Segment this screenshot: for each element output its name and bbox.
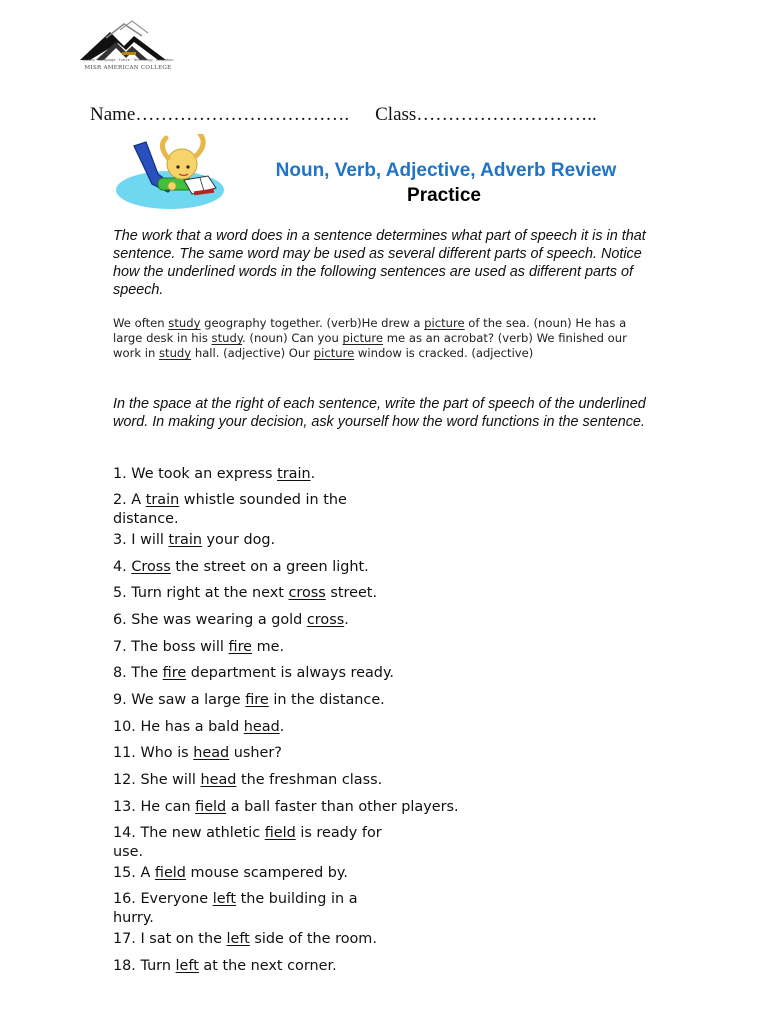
underlined-word: train — [168, 532, 202, 548]
example-sentence: We often study geography together. (verb) — [113, 316, 362, 330]
example-sentences — [113, 316, 643, 361]
reading-child-icon — [112, 134, 232, 214]
question-item: 16. Everyone left the building in a hurry. — [113, 891, 358, 926]
question-item: 17. I sat on the left side of the room. — [113, 931, 377, 947]
underlined-word: left — [175, 958, 199, 974]
name-class-line — [90, 104, 597, 126]
question-item: 8. The fire department is always ready. — [113, 665, 394, 681]
example-sentence: We finished our work in study hall. (adjective) — [113, 331, 627, 360]
underlined-word: Cross — [131, 559, 171, 575]
underlined-word: cross — [288, 585, 326, 601]
question-item: 15. A field mouse scampered by. — [113, 865, 348, 881]
question-item: 10. He has a bald head. — [113, 719, 285, 735]
underlined-word: train — [145, 492, 180, 508]
college-logo — [66, 18, 190, 74]
underlined-word: fire — [228, 639, 253, 655]
underlined-word: field — [154, 865, 186, 881]
example-sentence: Can you picture me as an acrobat? (verb) — [291, 331, 537, 345]
underlined-word: picture — [424, 316, 465, 330]
underlined-word: head — [193, 745, 230, 761]
question-item: 3. I will train your dog. — [113, 532, 276, 548]
question-item: 6. She was wearing a gold cross. — [113, 612, 349, 628]
example-sentence: He has a large desk in his study. (noun) — [113, 316, 627, 345]
underlined-word: picture — [342, 331, 384, 345]
underlined-word: train — [277, 466, 311, 482]
class-field-label: Class……………………….. — [375, 104, 597, 125]
underlined-word: study — [159, 346, 192, 360]
underlined-word: fire — [245, 692, 269, 708]
underlined-word: head — [243, 719, 280, 735]
question-item: 5. Turn right at the next cross street. — [113, 585, 378, 601]
underlined-word: picture — [313, 346, 355, 360]
underlined-word: study — [168, 316, 201, 330]
logo-college-name: MISR AMERICAN COLLEGE — [84, 65, 172, 71]
logo-tagline: Quality · Language · Future · Technology · Education — [82, 58, 174, 62]
underlined-word: left — [212, 891, 237, 907]
example-sentence: He drew a picture of the sea. (noun) — [361, 316, 572, 330]
question-item: 11. Who is head usher? — [113, 745, 282, 761]
underlined-word: left — [226, 931, 250, 947]
instructions-paragraph: In the space at the right of each sentence, write the part of speech of the underlined word. In making your decision, ask yourself how the word functions in the sentence. — [113, 396, 646, 430]
worksheet-subtitle: Practice — [407, 185, 481, 206]
underlined-word: field — [195, 799, 227, 815]
underlined-word: head — [200, 772, 237, 788]
reading-child-illustration — [112, 134, 232, 214]
question-item: 14. The new athletic field is ready for use. — [113, 825, 382, 860]
name-field-label: Name……………………………. — [90, 104, 350, 125]
question-item: 1. We took an express train. — [113, 466, 316, 482]
example-sentence: Our picture window is cracked. (adjective) — [288, 346, 534, 360]
question-item: 4. Cross the street on a green light. — [113, 559, 369, 575]
underlined-word: study — [211, 331, 243, 345]
intro-paragraph: The work that a word does in a sentence determines what part of speech it is in that sentence. The same word may be used as several different parts of speech. Notice how the underlined words in the following sentences are used as different parts of speech. — [113, 228, 646, 298]
underlined-word: field — [264, 825, 296, 841]
worksheet-title: Noun, Verb, Adjective, Adverb Review — [275, 160, 617, 181]
question-item: 13. He can field a ball faster than other players. — [113, 799, 459, 815]
question-item: 18. Turn left at the next corner. — [113, 958, 337, 974]
question-item: 12. She will head the freshman class. — [113, 772, 383, 788]
underlined-word: fire — [162, 665, 187, 681]
question-item: 7. The boss will fire me. — [113, 639, 285, 655]
question-item: 9. We saw a large fire in the distance. — [113, 692, 385, 708]
question-item: 2. A train whistle sounded in the distance. — [113, 492, 347, 527]
underlined-word: cross — [306, 612, 345, 628]
